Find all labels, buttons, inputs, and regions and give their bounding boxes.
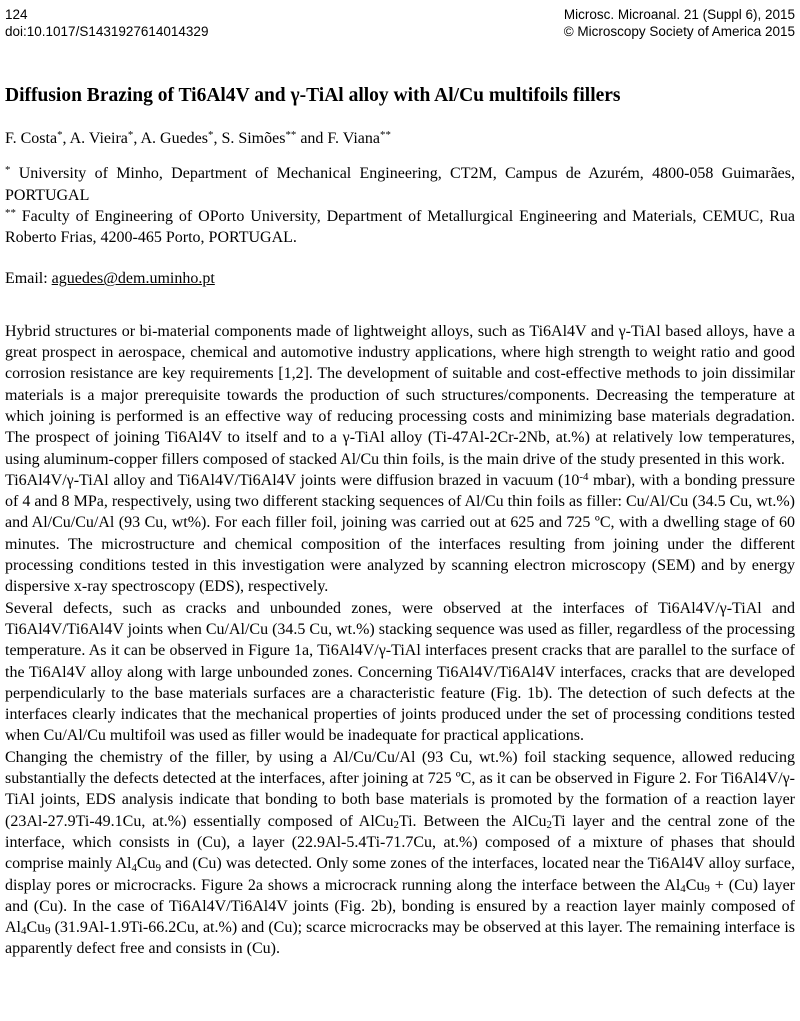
paragraph-defects: Several defects, such as cracks and unbounded zones, were observed at the interfaces of Ti6Al4V/γ-TiAl and Ti6Al4V/Ti6Al4V joints when Cu/Al/Cu (34.5 Cu, wt.%) stacking sequence was used as filler, regardless of the processing temperature. As it can be observed in Figure 1a, Ti6Al4V/γ-TiAl interfaces present cracks that are parallel to the surface of the Ti6Al4V alloy along with large unbounded zones. Concerning Ti6Al4V/Ti6Al4V interfaces, cracks that are developed perpendicularly to the base materials surfaces are a characteristic feature (Fig. 1b). The detection of such defects at the interfaces clearly indicates that the mechanical properties of joints produced under the set of processing conditions tested when Cu/Al/Cu multifoil was used as filler would be inadequate for practical applications. — [5, 599, 795, 745]
page-header — [5, 6, 795, 40]
header-left — [5, 6, 208, 40]
abstract-body — [5, 321, 795, 960]
journal-citation: Microsc. Microanal. 21 (Suppl 6), 2015 — [563, 7, 795, 22]
doi: doi:10.1017/S1431927614014329 — [5, 24, 209, 39]
header-right — [564, 6, 795, 40]
email-line — [5, 268, 795, 289]
copyright-notice: © Microscopy Society of America 2015 — [563, 24, 795, 39]
page-number: 124 — [5, 7, 28, 22]
authors-line: F. Costa*, A. Vieira*, A. Guedes*, S. Simões** and F. Viana** — [5, 129, 391, 147]
affiliations — [5, 163, 795, 248]
paper-title: Diffusion Brazing of Ti6Al4V and γ-TiAl alloy with Al/Cu multifoils fillers — [5, 85, 621, 106]
email-link[interactable]: aguedes@dem.uminho.pt — [51, 270, 215, 288]
paragraph-methods: Ti6Al4V/γ-TiAl alloy and Ti6Al4V/Ti6Al4V joints were diffusion brazed in vacuum ($10^{-4}$ mbar), with a bonding pressure of 4 and 8 MPa, respectively, using two different stacking sequences of Al/Cu thin foils as filler: Cu/Al/Cu (34.5 Cu, wt.%) and Al/Cu/Cu/Al (93 Cu, wt%). For each filler foil, joining was carried out at 625 and 725 ºC, with a dwelling stage of 60 minutes. The microstructure and chemical composition of the interfaces resulting from joining under the different processing conditions tested in this investigation were analyzed by scanning electron microscopy (SEM) and by energy dispersive x-ray spectroscopy (EDS), respectively. — [5, 470, 795, 596]
affiliation-porto: ** Faculty of Engineering of OPorto University, Department of Metallurgical Engineering and Materials, CEMUC, Rua Roberto Frias, 4200-465 Porto, PORTUGAL. — [5, 207, 795, 247]
paragraph-intro: Hybrid structures or bi-material components made of lightweight alloys, such as Ti6Al4V and γ-TiAl based alloys, have a great prospect in aerospace, chemical and automotive industry applications, where high strength to weight ratio and good corrosion resistance are key requirements [1,2]. The development of suitable and cost-effective methods to join dissimilar materials is a major prerequisite towards the production of such structures/components. Decreasing the temperature at which joining is performed is an effective way of reducing processing costs and minimizing base materials degradation. The prospect of joining Ti6Al4V to itself and to a γ-TiAl alloy (Ti-47Al-2Cr-2Nb, at.%) at relatively low temperatures, using aluminum-copper fillers composed of stacked Al/Cu thin foils, is the main drive of the study presented in this work. — [5, 322, 795, 468]
email-label: Email: — [5, 270, 52, 288]
paragraph-results: Changing the chemistry of the filler, by using a Al/Cu/Cu/Al (93 Cu, wt.%) foil stacking sequence, allowed reducing substantially the defects detected at the interfaces, after joining at 725 ºC, as it can be observed in Figure 2. For Ti6Al4V/γ-TiAl joints, EDS analysis indicate that bonding to both base materials is promoted by the formation of a reaction layer (23Al-27.9Ti-49.1Cu, at.%) essentially composed of AlCu2Ti. Between the AlCu2Ti layer and the central zone of the interface, which consists in (Cu), a layer (22.9Al-5.4Ti-71.7Cu, at.%) composed of a mixture of phases that should comprise mainly Al4Cu9 and (Cu) was detected. Only some zones of the interfaces, located near the Ti6Al4V alloy surface, display pores or microcracks. Figure 2a shows a microcrack running along the interface between the Al4Cu9 + (Cu) layer and (Cu). In the case of Ti6Al4V/Ti6Al4V joints (Fig. 2b), bonding is ensured by a reaction layer mainly composed of Al4Cu9 (31.9Al-1.9Ti-66.2Cu, at.%) and (Cu); scarce microcracks may be observed at this layer. The remaining interface is apparently defect free and consists in (Cu). — [5, 748, 796, 958]
affiliation-minho: * University of Minho, Department of Mechanical Engineering, CT2M, Campus de Azurém, 4800-058 Guimarães, PORTUGAL — [5, 164, 795, 204]
